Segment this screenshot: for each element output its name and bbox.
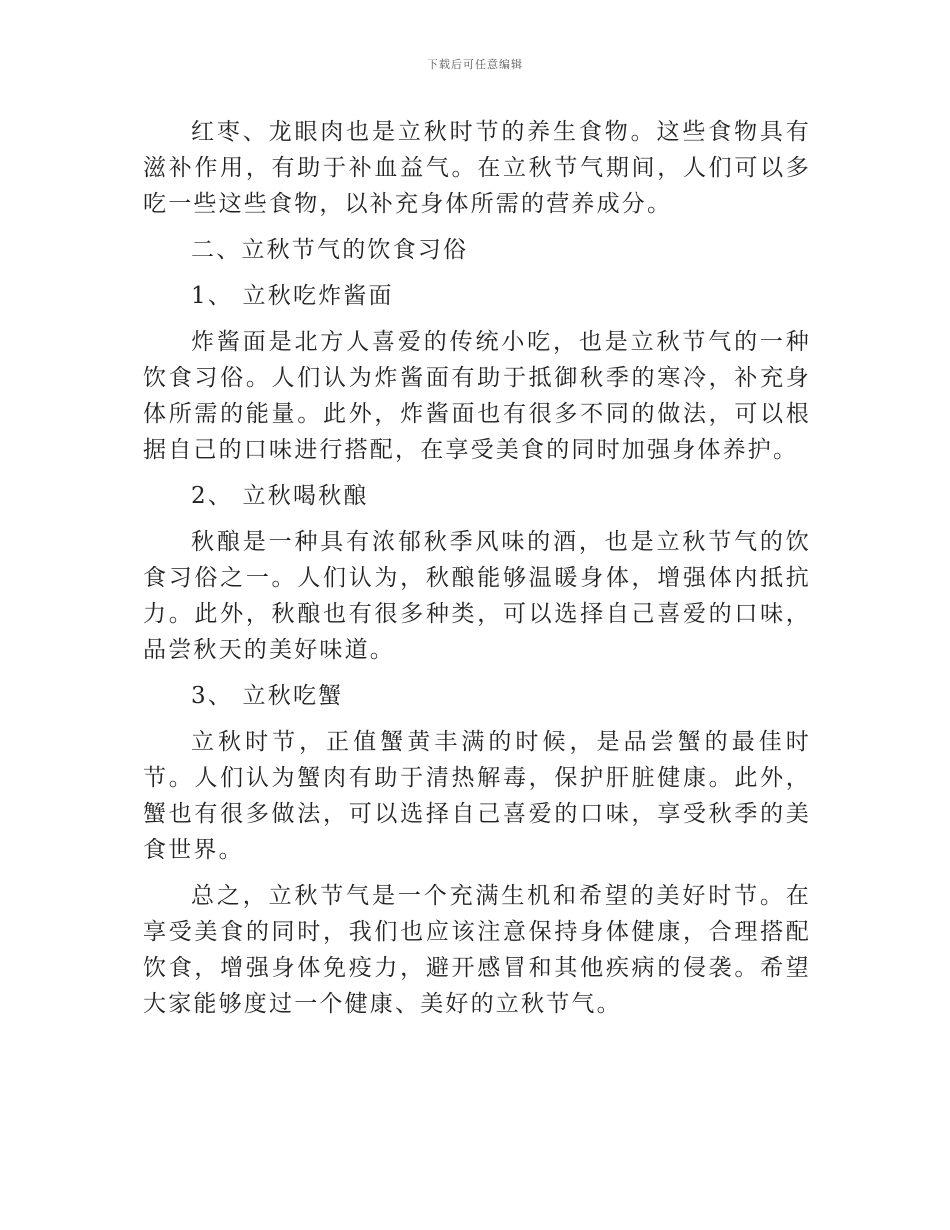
page-header: 下载后可任意编辑 (427, 58, 523, 71)
subheading-crab: 3、 立秋吃蟹 (191, 683, 344, 709)
paragraph-crab: 立秋时节，正值蟹黄丰满的时候，是品尝蟹的最佳时节。人们认为蟹肉有助于清热解毒，保护肝脏健康。此外，蟹也有很多做法，可以选择自己喜爱的口味，享受秋季的美食世界。 (143, 729, 811, 863)
paragraph-conclusion: 总之，立秋节气是一个充满生机和希望的美好时节。在享受美食的同时，我们也应该注意保持身体健康，合理搭配饮食，增强身体免疫力，避开感冒和其他疾病的侵袭。希望大家能够度过一个健康、美好的立秋节气。 (143, 883, 811, 1017)
subheading-autumn-wine: 2、 立秋喝秋酿 (191, 483, 369, 509)
paragraph-longan-jujube: 红枣、龙眼肉也是立秋时节的养生食物。这些食物具有滋补作用，有助于补血益气。在立秋节气期间，人们可以多吃一些这些食物，以补充身体所需的营养成分。 (143, 119, 811, 217)
subheading-zhajiangmian: 1、 立秋吃炸酱面 (191, 283, 394, 309)
document-body (143, 114, 811, 1032)
section-heading-diet-customs: 二、立秋节气的饮食习俗 (191, 237, 469, 263)
paragraph-autumn-wine: 秋酿是一种具有浓郁秋季风味的酒，也是立秋节气的饮食习俗之一。人们认为，秋酿能够温暖身体，增强体内抵抗力。此外，秋酿也有很多种类，可以选择自己喜爱的口味，品尝秋天的美好味道。 (143, 529, 811, 663)
paragraph-zhajiangmian: 炸酱面是北方人喜爱的传统小吃，也是立秋节气的一种饮食习俗。人们认为炸酱面有助于抵御秋季的寒冷，补充身体所需的能量。此外，炸酱面也有很多不同的做法，可以根据自己的口味进行搭配，在享受美食的同时加强身体养护。 (143, 329, 811, 463)
